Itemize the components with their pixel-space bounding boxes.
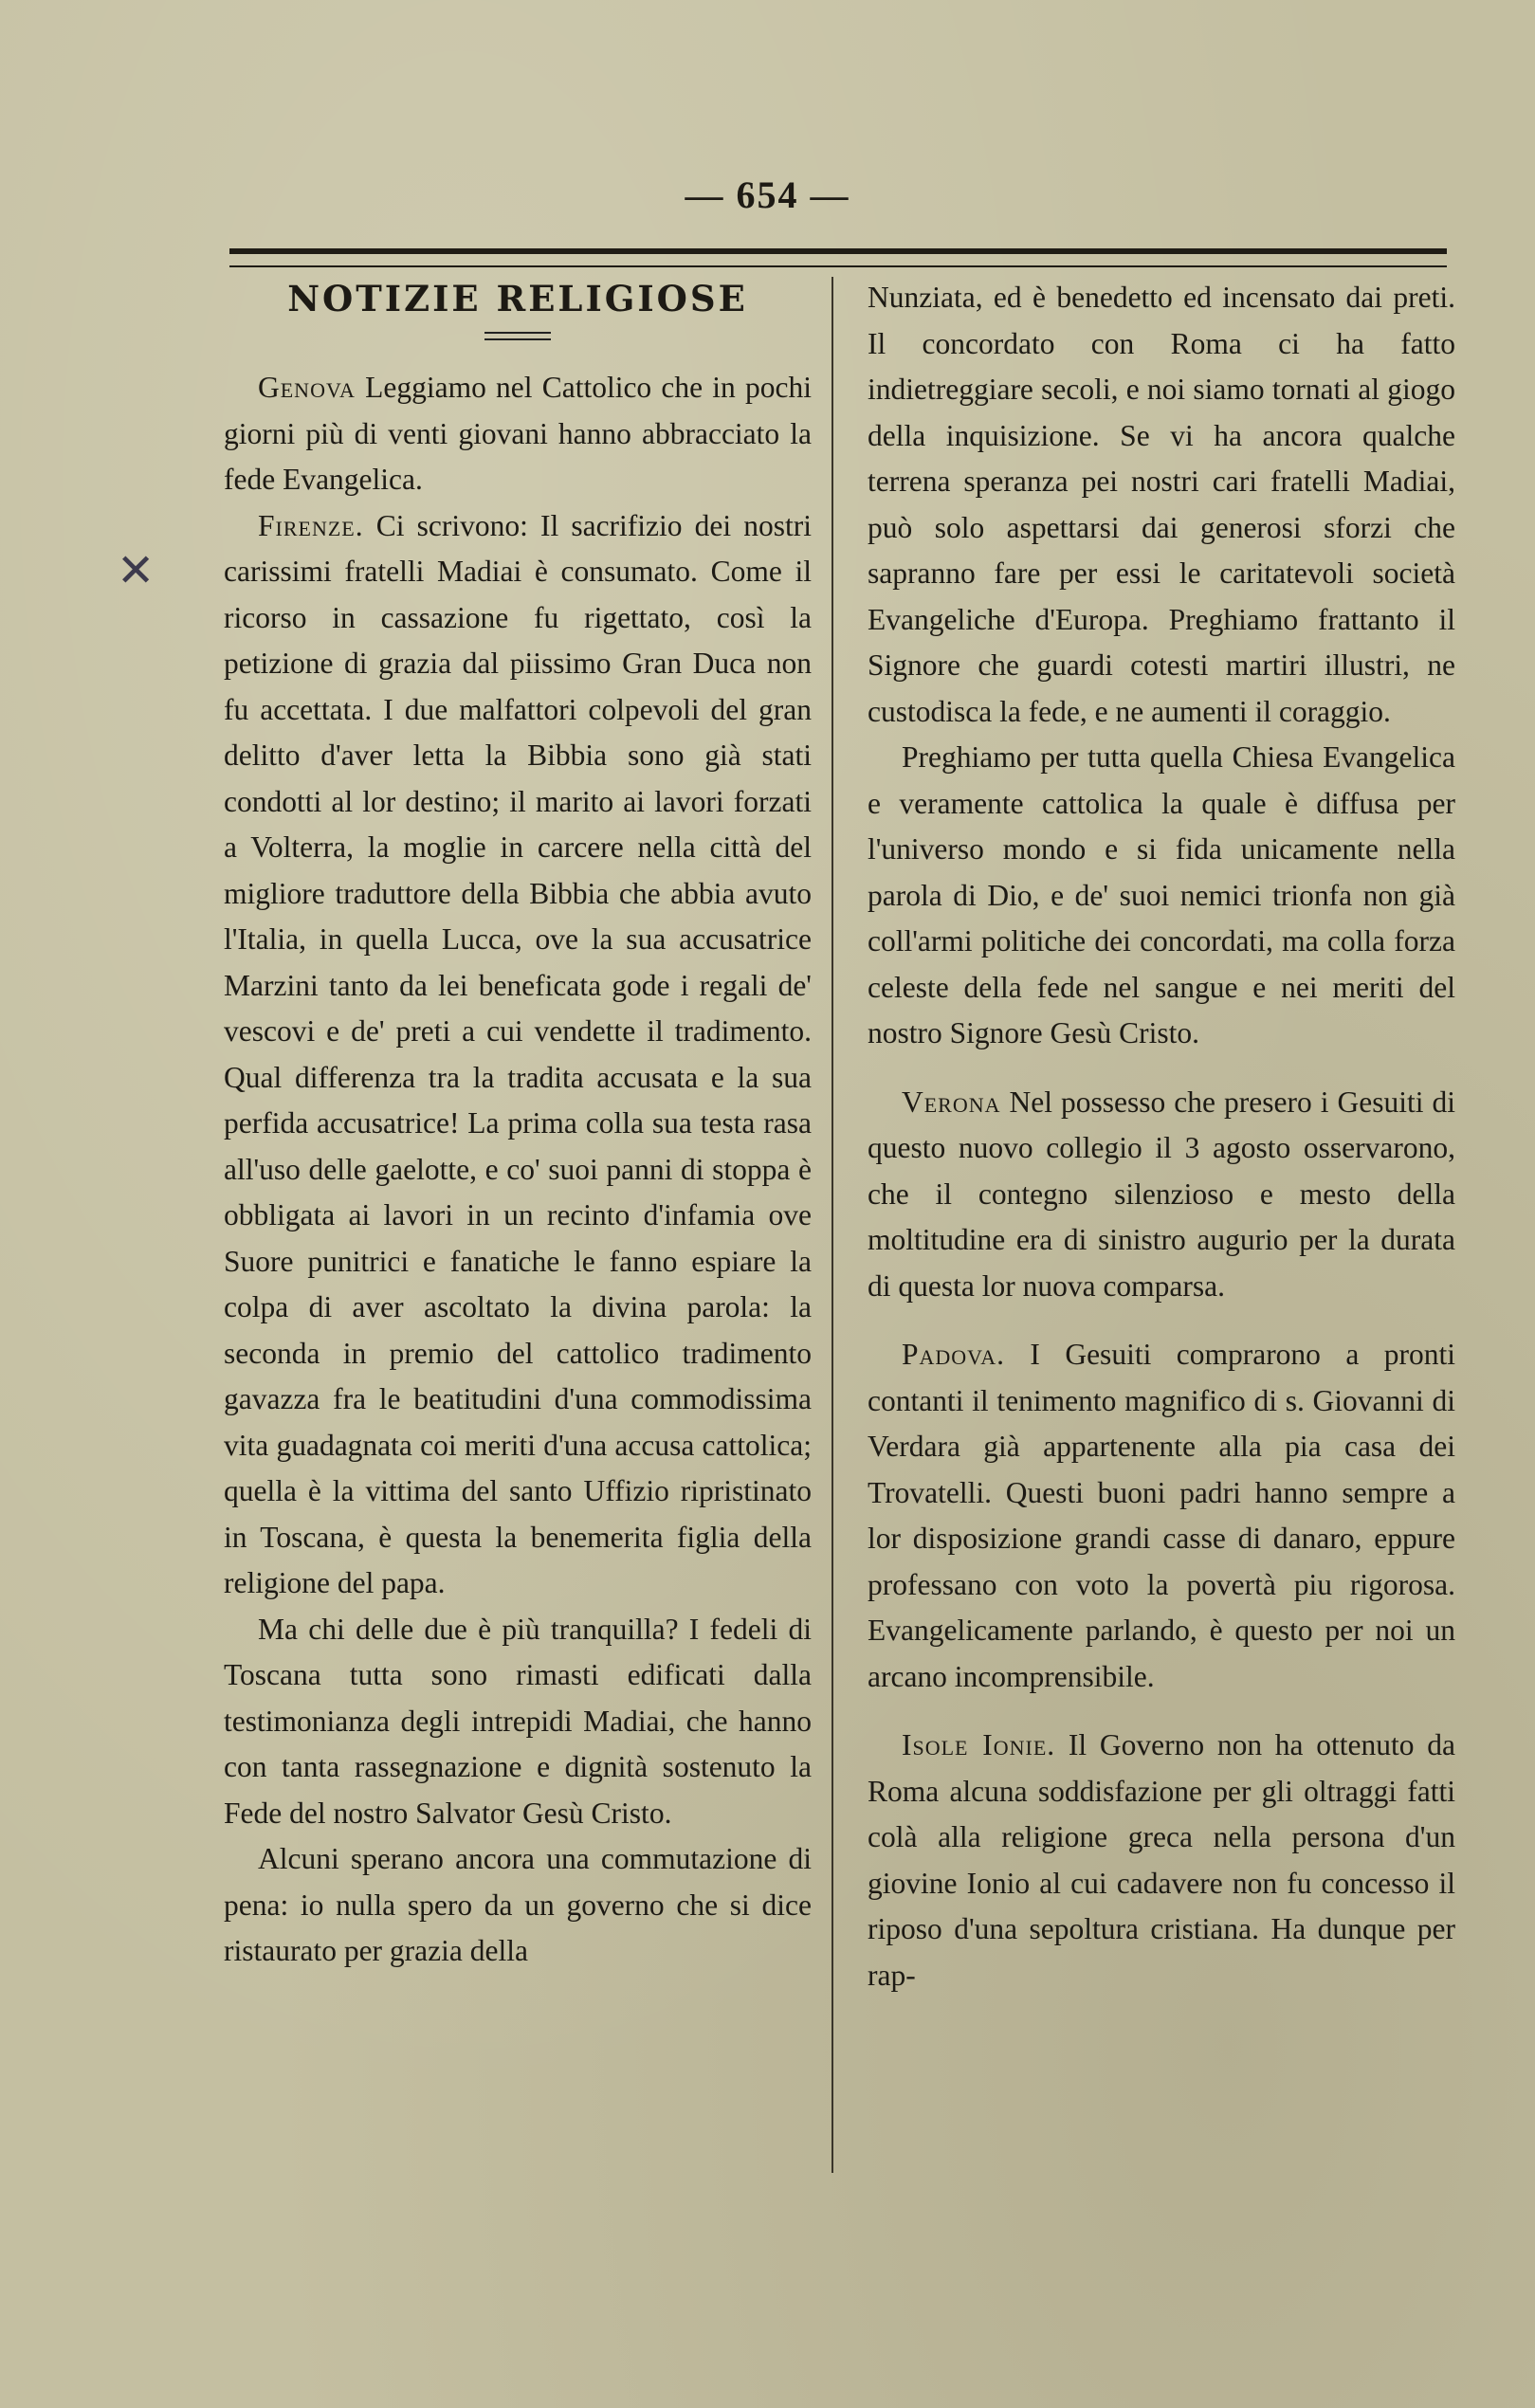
paragraph-isole-ionie xyxy=(868,1723,1455,1998)
place-name: Verona xyxy=(902,1085,1001,1119)
paragraph-genova xyxy=(224,365,812,503)
paragraph-text: Nel possesso che presero i Gesuiti di questo nuovo collegio il 3 agosto osservarono, che il contegno silenzioso e mesto della moltitudine era di sinistro augurio per la durata di questa lor nuova comparsa. xyxy=(868,1085,1455,1303)
place-name: Firenze. xyxy=(258,508,364,542)
margin-mark: ✕ xyxy=(117,544,155,597)
paragraph-text: Leggiamo nel Cattolico che in pochi giorni più di venti giovani hanno abbracciato la fede Evangelica. xyxy=(224,371,812,496)
paragraph-text: I Gesuiti comprarono a pronti contanti il tenimento magnifico di s. Giovanni di Verdara già appartenente alla pia casa dei Trovatelli. Questi buoni padri hanno sempre a lor disposizione grandi casse di danaro, eppure professano con voto la povertà piu rigorosa. Evangelicamente parlando, è questo per noi un arcano incomprensibile. xyxy=(868,1338,1455,1693)
paragraph-text: Ma chi delle due è più tranquilla? I fedeli di Toscana tutta sono rimasti edificati dalla testimonianza degli intrepidi Madiai, che hanno con tanta rassegnazione e dignità sostenuto la Fede del nostro Salvator Gesù Cristo. xyxy=(224,1612,812,1830)
paragraph-text: Alcuni sperano ancora una commutazione di pena: io nulla spero da un governo che si dice ristaurato per grazia della xyxy=(224,1842,812,1967)
place-name: Isole Ionie. xyxy=(902,1728,1056,1761)
paragraph-text: Nunziata, ed è benedetto ed incensato dai preti. Il concordato con Roma ci ha fatto indietreggiare secoli, e noi siamo tornati al giogo della inquisizione. Se vi ha ancora qualche terrena speranza pei nostri cari fratelli Madiai, può solo aspettarsi dai generosi sforzi che sapranno fare per essi le caritatevoli società Evangeliche d'Europa. Preghiamo frattanto il Signore che guardi cotesti martiri illustri, ne custodisca la fede, e ne aumenti il coraggio. xyxy=(868,281,1455,728)
paragraph-padova xyxy=(868,1332,1455,1700)
paragraph-verona xyxy=(868,1080,1455,1310)
paragraph-preghiamo xyxy=(868,735,1455,1057)
header-rule xyxy=(229,248,1447,267)
paragraph-firenze-continued xyxy=(868,275,1455,735)
place-name: Padova. xyxy=(902,1338,1005,1371)
paragraph-firenze-3 xyxy=(224,1836,812,1975)
section-title: NOTIZIE RELIGIOSE xyxy=(287,278,748,319)
paragraph-text: Ci scrivono: Il sacrifizio dei nostri carissimi fratelli Madiai è consumato. Come il ricorso in cassazione fu rigettato, così la petizione di grazia dal piissimo Gran Duca non fu accettata. I due malfattori colpevoli del gran delitto d'aver letta la Bibbia sono già stati condotti al lor destino; il marito ai lavori forzati a Volterra, la moglie in carcere nella città del migliore traduttore della Bibbia che abbia avuto l'Italia, in quella Lucca, ove la sua accusatrice Marzini tanto da lei beneficata gode i regali de' vescovi e de' preti a cui vendette il tradimento. Qual differenza tra la tradita accusata e la sua perfida accusatrice! La prima colla sua testa rasa all'uso delle gaelotte, e co' suoi panni di stoppa è obbligata ai lavori in un recinto d'infamia ove Suore punitrici e fanatiche le fanno espiare la colpa di aver ascoltato la divina parola: la seconda in premio del cattolico tradimento gavazza fra le beatitudini d'una commodissima vita guadagnata coi meriti d'una accusa cattolica; quella è la vittima del santo Uffizio ripristinato in Toscana, è questa la benemerita figlia della religione del papa. xyxy=(224,508,812,1599)
title-rule xyxy=(484,332,551,340)
left-column xyxy=(224,275,812,1975)
column-divider xyxy=(831,277,833,2173)
paragraph-firenze-2 xyxy=(224,1607,812,1837)
paragraph-firenze xyxy=(224,503,812,1607)
paragraph-text: Preghiamo per tutta quella Chiesa Evangelica e veramente cattolica la quale è diffusa per l'universo mondo e si fida unicamente nella parola di Dio, e de' suoi nemici trionfa non già coll'armi politiche dei concordati, ma colla forza celeste della fede nel sangue e nei meriti del nostro Signore Gesù Cristo. xyxy=(868,740,1455,1049)
place-name: Genova xyxy=(258,371,356,404)
paragraph-text: Il Governo non ha ottenuto da Roma alcuna soddisfazione per gli oltraggi fatti colà alla religione greca nella persona d'un giovine Ionio al cui cadavere non fu concesso il riposo d'una sepoltura cristiana. Ha dunque per rap- xyxy=(868,1728,1455,1992)
page-number: — 654 — xyxy=(685,173,850,216)
right-column xyxy=(868,275,1455,1998)
